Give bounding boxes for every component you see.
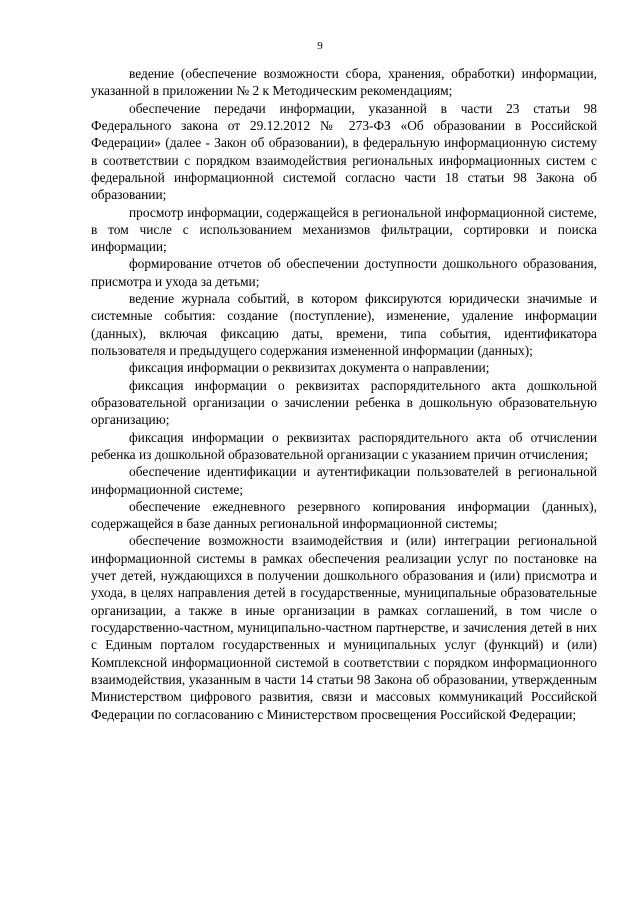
paragraph-expulsion-act: фиксация информации о реквизитах распорядительного акта об отчислении ребенка из дошкольной образовательной организации с указанием причин отчисления; [91,429,597,462]
paragraph-backup: обеспечение ежедневного резервного копирования информации (данных), содержащейся в базе данных региональной информационной системы; [91,498,597,532]
paragraph-report-generation: формирование отчетов об обеспечении доступности дошкольного образования, присмотра и ухода за детьми; [91,256,597,289]
paragraph-referral-details: фиксация информации о реквизитах документа о направлении; [129,360,490,376]
document-body [91,65,597,723]
paragraph-data-transfer: обеспечение передачи информации, указанной в части 23 статьи 98 Федерального закона от 29.12.2012 № 273-ФЗ «Об образовании в Российской Федерации» (далее - Закон об образовании), в федеральную информационную систему в соответствии с порядком взаимодействия региональных информационных систем с федеральной информационной системой согласно части 18 статьи 98 Закона об образовании; [91,100,597,203]
page-number: 9 [317,40,323,52]
paragraph-enrollment-act: фиксация информации о реквизитах распорядительного акта дошкольной образовательной организации о зачислении ребенка в дошкольную образовательную организацию; [91,377,597,428]
paragraph-info-viewing: просмотр информации, содержащейся в региональной информационной системе, в том числе с использованием механизмов фильтрации, сортировки и поиска информации; [91,204,597,255]
paragraph-integration: обеспечение возможности взаимодействия и (или) интеграции региональной информационной системы в рамках обеспечения реализации услуг по постановке на учет детей, нуждающихся в получении дошкольного образования и (или) присмотра и ухода, в целях направления детей в государственные, муниципальные образовательные организации, а также в иные организации в рамках соглашений, в том числе о государственно-частном, муниципально-частном партнерстве, и зачисления детей в них с Единым порталом государственных и муниципальных услуг (функций) и (или) Комплексной информационной системой в соответствии с порядком информационного взаимодействия, указанным в части 14 статьи 98 Закона об образовании, утвержденным Министерством цифрового развития, связи и массовых коммуникаций Российской Федерации по согласованию с Министерством просвещения Российской Федерации; [91,533,597,722]
paragraph-authentication: обеспечение идентификации и аутентификации пользователей в региональной информационной системе; [91,464,597,497]
paragraph-event-log: ведение журнала событий, в котором фиксируются юридически значимые и системные события: создание (поступление), изменение, удаление информации (данных), включая фиксацию даты, времени, типа события, идентификатора пользователя и предыдущего содержания измененной информации (данных); [91,291,597,358]
paragraph-data-maintenance: ведение (обеспечение возможности сбора, хранения, обработки) информации, указанной в приложении № 2 к Методическим рекомендациям; [91,66,597,99]
